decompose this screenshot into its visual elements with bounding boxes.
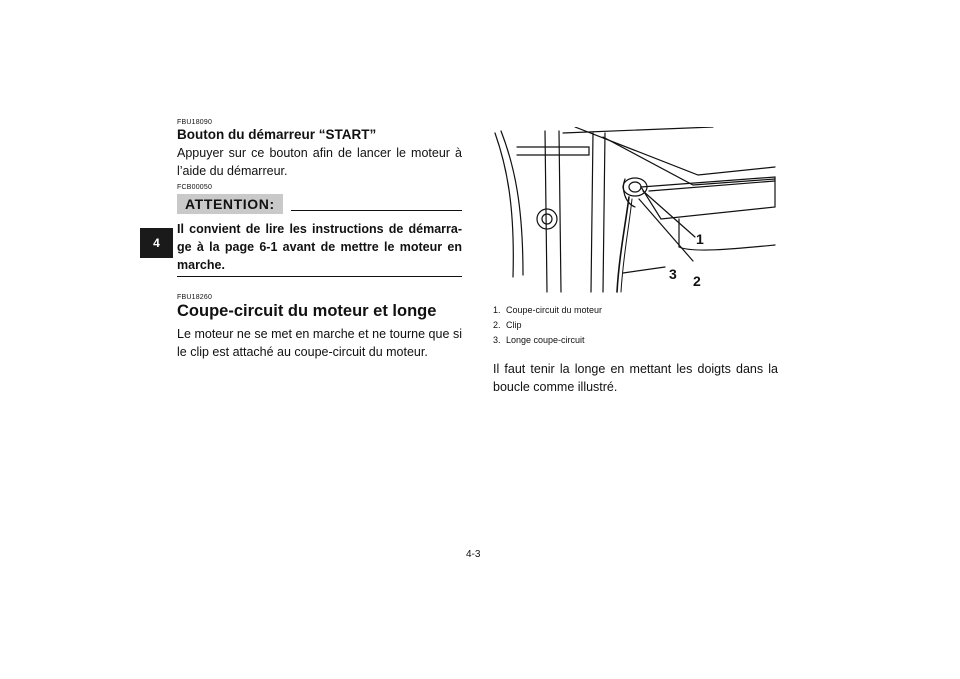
section-code: FBU18090 (177, 119, 213, 126)
caption-item: 2. Clip (493, 320, 522, 330)
caption-item: 1. Coupe-circuit du moteur (493, 305, 603, 315)
kill-switch-paragraph: Le moteur ne se met en marche et ne tourne que si le clip est attaché au coupe-circuit du moteur. (177, 327, 462, 359)
engine-stop-switch-illustration (493, 127, 778, 300)
attention-rule (291, 210, 462, 211)
caption-item: 3. Longe coupe-circuit (493, 335, 585, 345)
left-column (177, 118, 462, 361)
lanyard-paragraph: Il faut tenir la longe en mettant les doigts dans la boucle comme illustré. (493, 362, 778, 394)
start-button-paragraph: Appuyer sur ce bouton afin de lancer le moteur à l’aide du démarreur. (177, 146, 462, 178)
callout-3: 3 (669, 266, 677, 282)
figure-captions (493, 303, 778, 348)
attention-text: Il convient de lire les instructions de démarra- ge à la page 6-1 avant de mettre le moteur en marche. (177, 220, 462, 277)
callout-1: 1 (696, 231, 704, 247)
attention-label: ATTENTION: (177, 194, 283, 214)
attention-header (177, 194, 462, 214)
callout-2: 2 (693, 273, 701, 289)
page-number: 4-3 (466, 549, 481, 560)
caution-code: FCB00050 (177, 184, 213, 191)
chapter-tab: 4 (140, 228, 173, 258)
start-button-heading: Bouton du démarreur “START” (177, 127, 377, 142)
right-column (493, 127, 778, 396)
section-code-2: FBU18260 (177, 294, 213, 301)
kill-switch-heading: Coupe-circuit du moteur et longe (177, 302, 437, 320)
